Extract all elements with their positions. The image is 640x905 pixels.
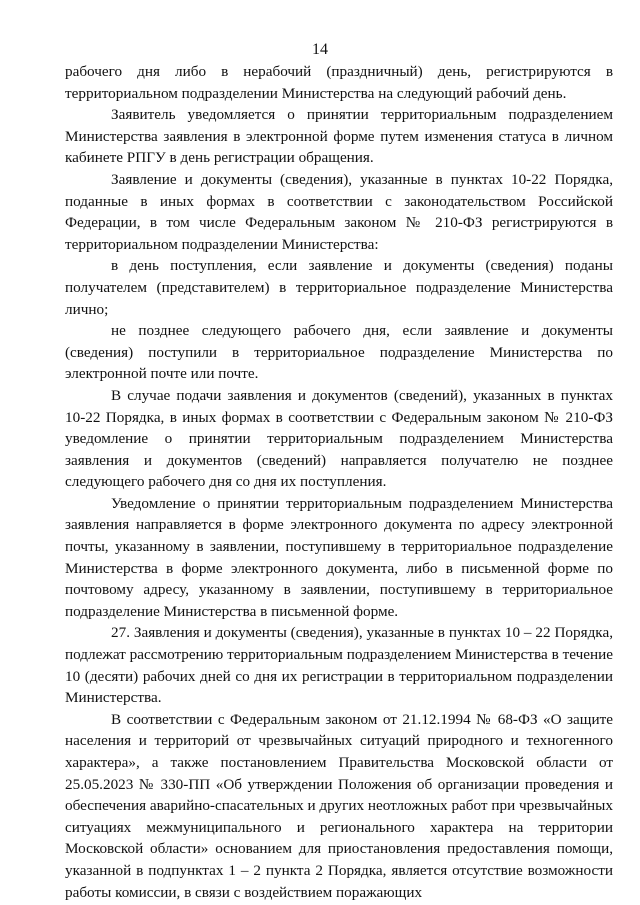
paragraph-item-27: 27. Заявления и документы (сведения), указанные в пунктах 10 – 22 Порядка, подлежат рассмотрению территориальным подразделением Министерства в течение 10 (десяти) рабочих дней со дня их регистрации в территориальном подразделении Министерства.: [65, 624, 613, 707]
paragraph-registration-other-forms: Заявление и документы (сведения), указанные в пунктах 10-22 Порядка, поданные в иных формах в соответствии с законодательством Российской Федерации, в том числе Федеральным законом № 210-ФЗ регистрируются в территориальном подразделении Министерства:: [65, 170, 613, 253]
paragraph-applicant-notification: Заявитель уведомляется о принятии территориальным подразделением Министерства заявления в электронной форме путем изменения статуса в личном кабинете РПГУ в день регистрации обращения.: [65, 106, 613, 167]
paragraph-next-working-day: не позднее следующего рабочего дня, если заявление и документы (сведения) поступили в территориальное подразделение Министерства по электронной почте или почте.: [65, 322, 613, 383]
paragraph-same-day: в день поступления, если заявление и документы (сведения) поданы получателем (представителем) в территориальное подразделение Министерства лично;: [65, 257, 613, 318]
paragraph-notification-method: Уведомление о принятии территориальным подразделением Министерства заявления направляется в форме электронного документа по адресу электронной почты, указанному в заявлении, поступившему в территориальное подразделение Министерства в форме электронного документа, либо в письменной форме по почтовому адресу, указанному в заявлении, поступившему в территориальное подразделение Министерства в письменной форме.: [65, 494, 613, 620]
page-number: 14: [312, 41, 328, 58]
paragraph-continuation: рабочего дня либо в нерабочий (праздничный) день, регистрируются в территориальном подразделении Министерства на следующий рабочий день.: [65, 63, 613, 102]
document-body: [65, 61, 613, 903]
paragraph-suspension-grounds: В соответствии с Федеральным законом от 21.12.1994 № 68-ФЗ «О защите населения и территорий от чрезвычайных ситуаций природного и техногенного характера», а также постановлением Правительства Московской области от 25.05.2023 № 330-ПП «Об утверждении Положения об организации проведения и обеспечения аварийно-спасательных и других неотложных работ при чрезвычайных ситуациях межмуниципального и регионального характера на территории Московской области» основанием для приостановления предоставления помощи, указанной в подпунктах 1 – 2 пункта 2 Порядка, является отсутствие возможности работы комиссии, в связи с воздействием поражающих: [65, 710, 613, 901]
paragraph-notification-other-forms: В случае подачи заявления и документов (сведений), указанных в пунктах 10-22 Порядка, в иных формах в соответствии с Федеральным законом № 210-ФЗ уведомление о принятии территориальным подразделением Министерства заявления и документов (сведений) направляется получателю не позднее следующего рабочего дня со дня их поступления.: [65, 386, 613, 491]
